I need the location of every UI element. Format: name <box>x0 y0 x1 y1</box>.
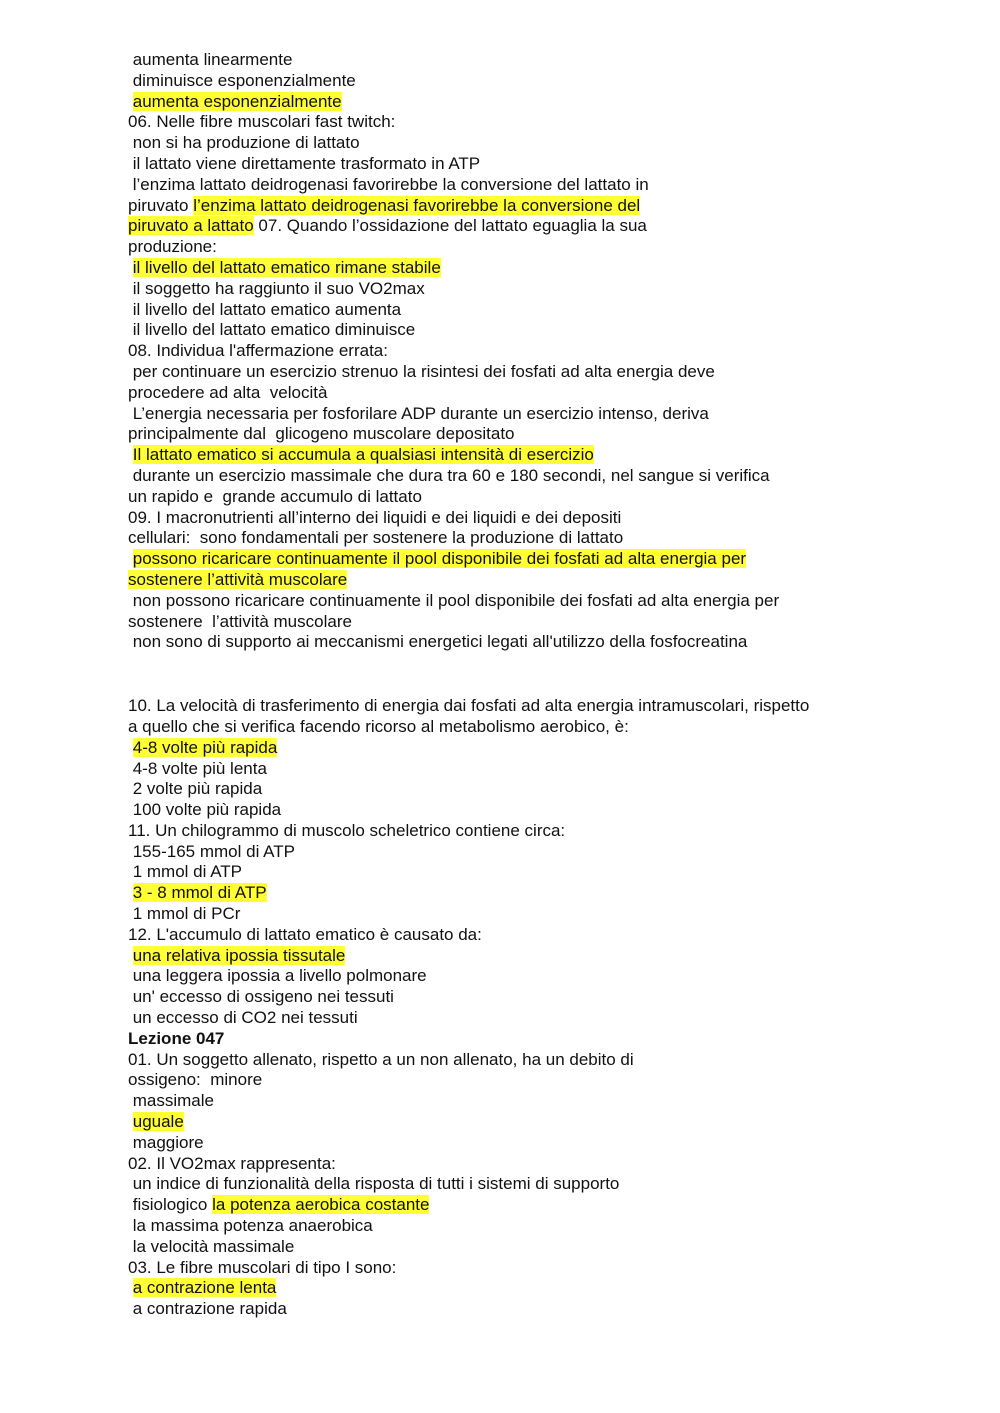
line-text: non sono di supporto ai meccanismi energetici legati all'utilizzo della fosfocreatina <box>128 632 748 652</box>
text-line <box>128 216 928 237</box>
line-text: 4-8 volte più lenta <box>128 758 267 778</box>
text-line <box>128 154 928 175</box>
highlighted-answer: piruvato a lattato <box>128 216 254 236</box>
text-line <box>128 50 928 71</box>
text-line <box>128 987 928 1008</box>
text-line <box>128 1070 928 1091</box>
text-line <box>128 341 928 362</box>
line-text: non possono ricaricare continuamente il pool disponibile dei fosfati ad alta energia per <box>128 590 780 610</box>
text-block-2 <box>128 696 928 1320</box>
text-line <box>128 800 928 821</box>
text-line <box>128 175 928 196</box>
highlighted-answer: possono ricaricare continuamente il pool disponibile dei fosfati ad alta energia per <box>132 549 747 569</box>
line-text: un eccesso di CO2 nei tessuti <box>128 1008 358 1028</box>
text-line <box>128 133 928 154</box>
text-line <box>128 591 928 612</box>
line-text: il livello del lattato ematico diminuisce <box>128 320 416 340</box>
line-text: L’energia necessaria per fosforilare ADP durante un esercizio intenso, deriva <box>128 403 709 423</box>
text-line <box>128 1008 928 1029</box>
text-line <box>128 404 928 425</box>
text-line <box>128 528 928 549</box>
text-line <box>128 1050 928 1071</box>
text-line <box>128 1174 928 1195</box>
text-line <box>128 821 928 842</box>
line-text: durante un esercizio massimale che dura tra 60 e 180 secondi, nel sangue si verifica <box>128 465 770 485</box>
text-line <box>128 92 928 113</box>
text-line <box>128 258 928 279</box>
line-text: a contrazione rapida <box>128 1299 287 1319</box>
line-text: aumenta linearmente <box>128 50 293 69</box>
line-text: massimale <box>128 1091 214 1111</box>
line-text: fisiologico <box>128 1195 213 1215</box>
line-text: 100 volte più rapida <box>128 800 282 820</box>
line-text: l’enzima lattato deidrogenasi favorirebbe la conversione del lattato in <box>128 174 649 194</box>
line-text: diminuisce esponenzialmente <box>128 70 356 90</box>
line-text: un rapido e grande accumulo di lattato <box>128 486 422 506</box>
line-text: 02. Il VO2max rappresenta: <box>128 1153 336 1173</box>
line-text: Lezione 047 <box>128 1028 225 1048</box>
highlighted-answer: uguale <box>132 1112 184 1132</box>
line-text: 01. Un soggetto allenato, rispetto a un non allenato, ha un debito di <box>128 1049 634 1069</box>
text-line <box>128 696 928 717</box>
text-block-1 <box>128 50 928 653</box>
line-text: maggiore <box>128 1132 204 1152</box>
line-text: 11. Un chilogrammo di muscolo scheletrico contiene circa: <box>128 820 566 840</box>
line-text: procedere ad alta velocità <box>128 382 328 402</box>
line-text: cellulari: sono fondamentali per sostenere la produzione di lattato <box>128 528 624 548</box>
text-line <box>128 1278 928 1299</box>
line-text: piruvato <box>128 195 194 215</box>
line-text: 1 mmol di PCr <box>128 904 241 924</box>
line-text: 07. Quando l’ossidazione del lattato eguaglia la sua <box>253 216 647 236</box>
highlighted-answer: a contrazione lenta <box>132 1278 277 1298</box>
line-text: produzione: <box>128 237 217 257</box>
line-text: 155-165 mmol di ATP <box>128 841 295 861</box>
text-line <box>128 966 928 987</box>
block-spacer <box>128 653 928 696</box>
highlighted-answer: aumenta esponenzialmente <box>132 91 342 111</box>
line-text: 12. L'accumulo di lattato ematico è causato da: <box>128 924 482 944</box>
text-line <box>128 946 928 967</box>
line-text: la velocità massimale <box>128 1236 295 1256</box>
text-line <box>128 112 928 133</box>
highlighted-answer: Il lattato ematico si accumula a qualsiasi intensità di esercizio <box>132 445 594 465</box>
line-text: 2 volte più rapida <box>128 779 263 799</box>
highlighted-answer: 3 - 8 mmol di ATP <box>132 883 267 903</box>
text-line <box>128 883 928 904</box>
text-line <box>128 632 928 653</box>
text-line <box>128 759 928 780</box>
text-line <box>128 1091 928 1112</box>
text-line <box>128 300 928 321</box>
text-line <box>128 1133 928 1154</box>
line-text: 08. Individua l'affermazione errata: <box>128 341 388 361</box>
text-line <box>128 1154 928 1175</box>
line-text: il soggetto ha raggiunto il suo VO2max <box>128 278 425 298</box>
line-text: una leggera ipossia a livello polmonare <box>128 966 427 986</box>
text-line <box>128 717 928 738</box>
text-line <box>128 320 928 341</box>
line-text: per continuare un esercizio strenuo la risintesi dei fosfati ad alta energia deve <box>128 361 715 381</box>
text-line <box>128 1299 928 1320</box>
text-line <box>128 466 928 487</box>
line-text: un' eccesso di ossigeno nei tessuti <box>128 987 394 1007</box>
text-line <box>128 508 928 529</box>
text-line <box>128 445 928 466</box>
line-text: un indice di funzionalità della risposta di tutti i sistemi di supporto <box>128 1174 620 1194</box>
text-line <box>128 904 928 925</box>
line-text: il lattato viene direttamente trasformato in ATP <box>128 153 481 173</box>
text-line <box>128 383 928 404</box>
document-body <box>128 50 928 1320</box>
line-text: non si ha produzione di lattato <box>128 133 360 153</box>
highlighted-answer: 4-8 volte più rapida <box>132 737 278 757</box>
highlighted-answer: una relativa ipossia tissutale <box>132 945 346 965</box>
text-line <box>128 862 928 883</box>
line-text: 09. I macronutrienti all’interno dei liquidi e dei liquidi e dei depositi <box>128 507 622 527</box>
highlighted-answer: la potenza aerobica costante <box>212 1195 430 1215</box>
text-line <box>128 842 928 863</box>
text-line <box>128 279 928 300</box>
text-line <box>128 549 928 570</box>
text-line <box>128 1112 928 1133</box>
text-line <box>128 71 928 92</box>
line-text: 03. Le fibre muscolari di tipo I sono: <box>128 1257 397 1277</box>
section-heading <box>128 1029 928 1050</box>
line-text: 10. La velocità di trasferimento di energia dai fosfati ad alta energia intramuscolari, rispetto <box>128 696 810 716</box>
line-text: il livello del lattato ematico aumenta <box>128 299 402 319</box>
line-text: a quello che si verifica facendo ricorso al metabolismo aerobico, è: <box>128 716 629 736</box>
highlighted-answer: sostenere l’attività muscolare <box>128 569 348 589</box>
highlighted-answer: il livello del lattato ematico rimane stabile <box>132 257 441 277</box>
line-text: ossigeno: minore <box>128 1070 263 1090</box>
text-line <box>128 779 928 800</box>
text-line <box>128 738 928 759</box>
text-line <box>128 570 928 591</box>
line-text: 1 mmol di ATP <box>128 862 242 882</box>
line-text: la massima potenza anaerobica <box>128 1216 373 1236</box>
text-line <box>128 1258 928 1279</box>
text-line <box>128 487 928 508</box>
line-text: sostenere l’attività muscolare <box>128 611 352 631</box>
line-text: principalmente dal glicogeno muscolare depositato <box>128 424 515 444</box>
text-line <box>128 612 928 633</box>
text-line <box>128 424 928 445</box>
text-line <box>128 1216 928 1237</box>
text-line <box>128 925 928 946</box>
line-text: 06. Nelle fibre muscolari fast twitch: <box>128 112 396 132</box>
text-line <box>128 1237 928 1258</box>
text-line <box>128 196 928 217</box>
text-line <box>128 1195 928 1216</box>
text-line <box>128 362 928 383</box>
text-line <box>128 237 928 258</box>
highlighted-answer: l’enzima lattato deidrogenasi favorirebbe la conversione del <box>193 195 641 215</box>
